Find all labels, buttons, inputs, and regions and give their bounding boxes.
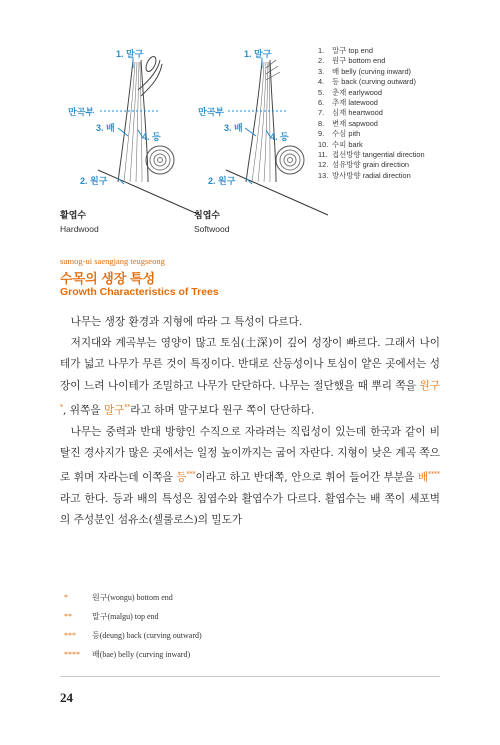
legend-item: 5. 춘재 earlywood <box>318 87 383 97</box>
footnote: **** 배(bae) belly (curving inward) <box>64 650 191 659</box>
softwood-caption: 침엽수 <box>194 210 221 220</box>
diagram-legend <box>318 46 425 181</box>
hardwood-label-bottom: 2. 원구 <box>80 176 108 186</box>
hardwood-label-tension: 만곡부 <box>68 107 95 117</box>
section-title-en: Growth Characteristics of Trees <box>60 286 219 298</box>
paragraph-3: 나무는 중력과 반대 방향인 수직으로 자라려는 직립성이 있는데 한국과 같이 비탈진 경사지가 많은 곳에서는 일정 높이까지는 굽어 자란다. 지형이 낮은 계곡 쪽으로 휘며 자라는데 이쪽을 등***이라고 하고 반대쪽, 안으로 휘어 들어간 부분을 배****라고 한다. 등과 배의 특성은 침엽수와 활엽수가 다르다. 활엽수는 배 쪽이 세포벽의 주성분인 섬유소(셀룰로스)의 밀도가 <box>60 425 440 526</box>
legend-item: 12. 섬유방향 grain direction <box>318 160 410 170</box>
hardwood-label-belly: 3. 배 <box>96 123 115 133</box>
legend-item: 1. 말구 top end <box>318 46 373 55</box>
hardwood-caption-en: Hardwood <box>60 224 99 234</box>
footnote: *** 등(deung) back (curving outward) <box>64 631 202 640</box>
legend-item: 11. 접선방향 tangential direction <box>318 150 425 160</box>
footnote: ** 말구(malgu) top end <box>64 612 159 621</box>
term-wongu: 원구 <box>419 379 440 392</box>
softwood-label-bottom: 2. 원구 <box>208 176 236 186</box>
footnote: * 원구(wongu) bottom end <box>64 593 173 602</box>
term-deung: 등 <box>176 471 187 484</box>
paragraph-1: 나무는 생장 환경과 지형에 따라 그 특성이 다르다. <box>70 316 303 328</box>
softwood-caption-en: Softwood <box>194 224 230 234</box>
softwood-label-back: 4. 등 <box>270 132 289 142</box>
paragraph-2: 저지대와 계곡부는 영양이 많고 토심(土深)이 깊어 성장이 빠르다. 그래서 나이테가 넓고 나무가 무른 것이 특징이다. 반대로 산등성이나 토심이 얕은 곳에서는 성장이 느려 나이테가 조밀하고 나무가 단단하다. 나무는 절단했을 때 뿌리 쪽을 원구*, 위쪽을 말구**라고 하며 말구보다 원구 쪽이 단단하다. <box>60 337 440 417</box>
hardwood-label-back: 4. 등 <box>142 132 161 142</box>
softwood-label-tension: 만곡부 <box>198 107 225 117</box>
legend-item: 3. 배 belly (curving inward) <box>318 66 412 76</box>
legend-item: 13. 방사방향 radial direction <box>318 170 411 180</box>
hardwood-label-top: 1. 말구 <box>116 49 144 59</box>
legend-item: 9. 수심 pith <box>318 129 361 139</box>
legend-item: 6. 추재 latewood <box>318 98 378 108</box>
page-number: 24 <box>60 690 73 705</box>
softwood-label-top: 1. 말구 <box>244 49 272 59</box>
hardwood-caption: 활엽수 <box>60 210 87 220</box>
legend-item: 4. 등 back (curving outward) <box>318 77 416 87</box>
softwood-label-belly: 3. 배 <box>224 123 243 133</box>
body-text <box>60 312 440 531</box>
legend-item: 10. 수피 bark <box>318 139 363 149</box>
page-divider <box>60 676 440 677</box>
section-romanization: sumog-ui saengjang teugseong <box>60 256 165 266</box>
legend-item: 7. 심재 heartwood <box>318 108 383 118</box>
term-malgu: 말구 <box>103 404 125 417</box>
section-title: 수목의 생장 특성 <box>60 271 156 286</box>
legend-item: 8. 변재 sapwood <box>318 118 378 128</box>
term-bae: 배 <box>417 471 428 484</box>
legend-item: 2. 원구 bottom end <box>318 56 386 66</box>
